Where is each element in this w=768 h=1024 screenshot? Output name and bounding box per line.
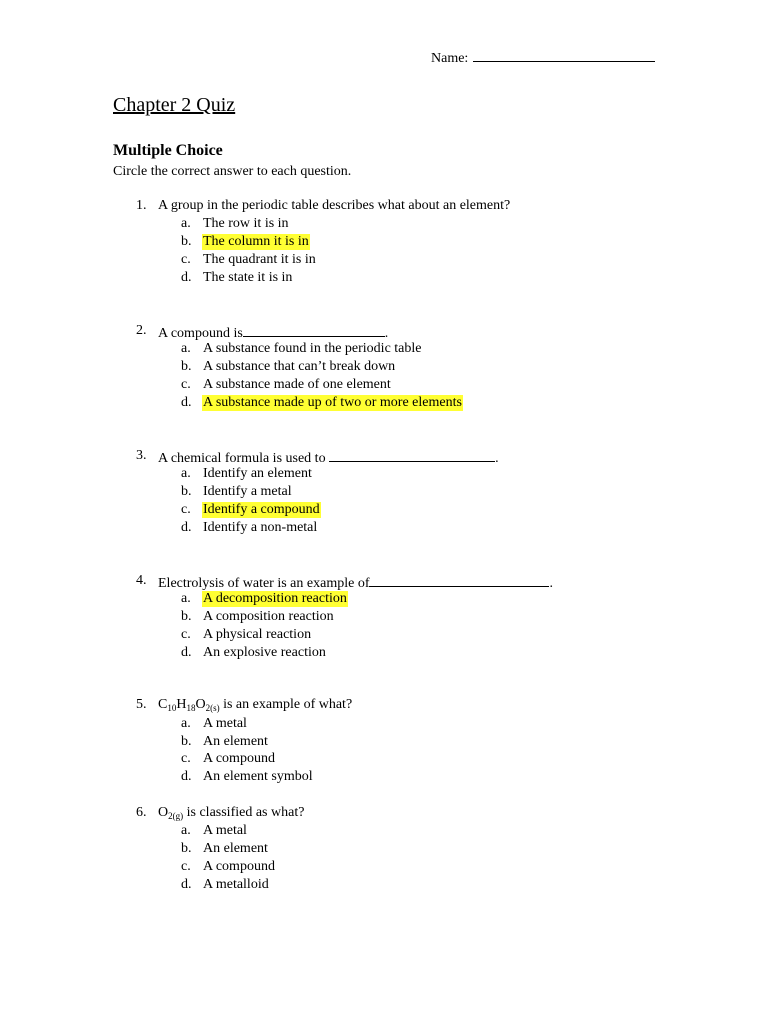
question-text (158, 448, 499, 467)
option-letter: d. (181, 877, 192, 892)
option-letter: b. (181, 484, 192, 499)
option-letter: a. (181, 591, 191, 606)
option-text[interactable]: A metal (203, 823, 247, 838)
option-text[interactable]: The quadrant it is in (203, 252, 316, 267)
option-text[interactable]: A metal (203, 716, 247, 731)
option-letter: a. (181, 466, 191, 481)
option-letter: d. (181, 645, 192, 660)
option-text[interactable]: An element (203, 841, 268, 856)
answer-blank[interactable] (369, 573, 549, 587)
option-letter: d. (181, 769, 192, 784)
question-text (158, 573, 553, 592)
question-text: A group in the periodic table describes what about an element? (158, 198, 511, 213)
question-number: 3. (136, 448, 147, 463)
option-text-highlighted[interactable]: The column it is in (203, 234, 309, 249)
option-letter: c. (181, 751, 191, 766)
option-text-highlighted[interactable]: A decomposition reaction (203, 591, 347, 606)
question-text-after: . (549, 576, 553, 591)
question-text-after: . (384, 326, 389, 341)
option-letter: c. (181, 859, 191, 874)
option-text[interactable]: A physical reaction (203, 627, 312, 642)
question-text (158, 805, 304, 821)
name-label: Name: (431, 51, 469, 66)
option-text[interactable]: An element (203, 734, 268, 749)
option-letter: a. (181, 823, 191, 838)
option-text[interactable]: A metalloid (203, 877, 269, 892)
option-letter: a. (181, 716, 191, 731)
option-letter: d. (181, 520, 192, 535)
question-number: 2. (136, 323, 147, 338)
option-letter: c. (181, 627, 191, 642)
name-blank[interactable] (473, 47, 655, 62)
option-letter: a. (181, 341, 191, 356)
option-letter: c. (181, 377, 191, 392)
question-number: 1. (136, 198, 147, 213)
option-text[interactable]: Identify an element (203, 466, 312, 481)
option-text[interactable]: Identify a metal (203, 484, 292, 499)
question-number: 5. (136, 697, 147, 712)
question-text (158, 323, 388, 342)
answer-blank[interactable] (329, 448, 495, 462)
section-heading: Multiple Choice (113, 142, 223, 159)
question-text-after: is classified as what? (183, 805, 305, 820)
option-letter: c. (181, 502, 191, 517)
section-instructions: Circle the correct answer to each question. (113, 164, 352, 179)
page-title: Chapter 2 Quiz (113, 94, 236, 116)
option-text[interactable]: The state it is in (203, 270, 293, 285)
question-number: 4. (136, 573, 147, 588)
option-text[interactable]: A compound (203, 859, 275, 874)
option-letter: b. (181, 609, 192, 624)
option-text[interactable]: A substance made of one element (203, 377, 391, 392)
option-text-highlighted[interactable]: Identify a compound (203, 502, 320, 517)
option-letter: b. (181, 359, 192, 374)
option-letter: d. (181, 395, 192, 410)
option-text[interactable]: An element symbol (203, 769, 313, 784)
option-text[interactable]: A compound (203, 751, 275, 766)
answer-blank[interactable] (243, 323, 385, 337)
option-letter: d. (181, 270, 192, 285)
option-text[interactable]: A composition reaction (203, 609, 334, 624)
option-text[interactable]: An explosive reaction (203, 645, 326, 660)
question-number: 6. (136, 805, 147, 820)
question-text-after: . (495, 451, 499, 466)
name-field (431, 47, 655, 67)
option-letter: a. (181, 216, 191, 231)
question-text-before: A compound is (158, 326, 243, 341)
question-text-before: A chemical formula is used to (158, 451, 326, 466)
option-letter: b. (181, 841, 192, 856)
question-text (158, 697, 352, 713)
option-text[interactable]: A substance that can’t break down (203, 359, 396, 374)
chemical-formula: $O_{2(g)}$ (158, 805, 184, 821)
option-text-highlighted[interactable]: A substance made up of two or more elements (203, 395, 462, 410)
option-letter: b. (181, 234, 192, 249)
question-text-before: Electrolysis of water is an example of (158, 576, 370, 591)
question-text-after: is an example of what? (219, 697, 353, 712)
option-text[interactable]: A substance found in the periodic table (203, 341, 422, 356)
option-text[interactable]: The row it is in (203, 216, 289, 231)
chemical-formula: $C_{10}H_{18}O_{2(s)}$ (158, 697, 220, 713)
option-letter: c. (181, 252, 191, 267)
option-letter: b. (181, 734, 192, 749)
option-text[interactable]: Identify a non-metal (203, 520, 318, 535)
